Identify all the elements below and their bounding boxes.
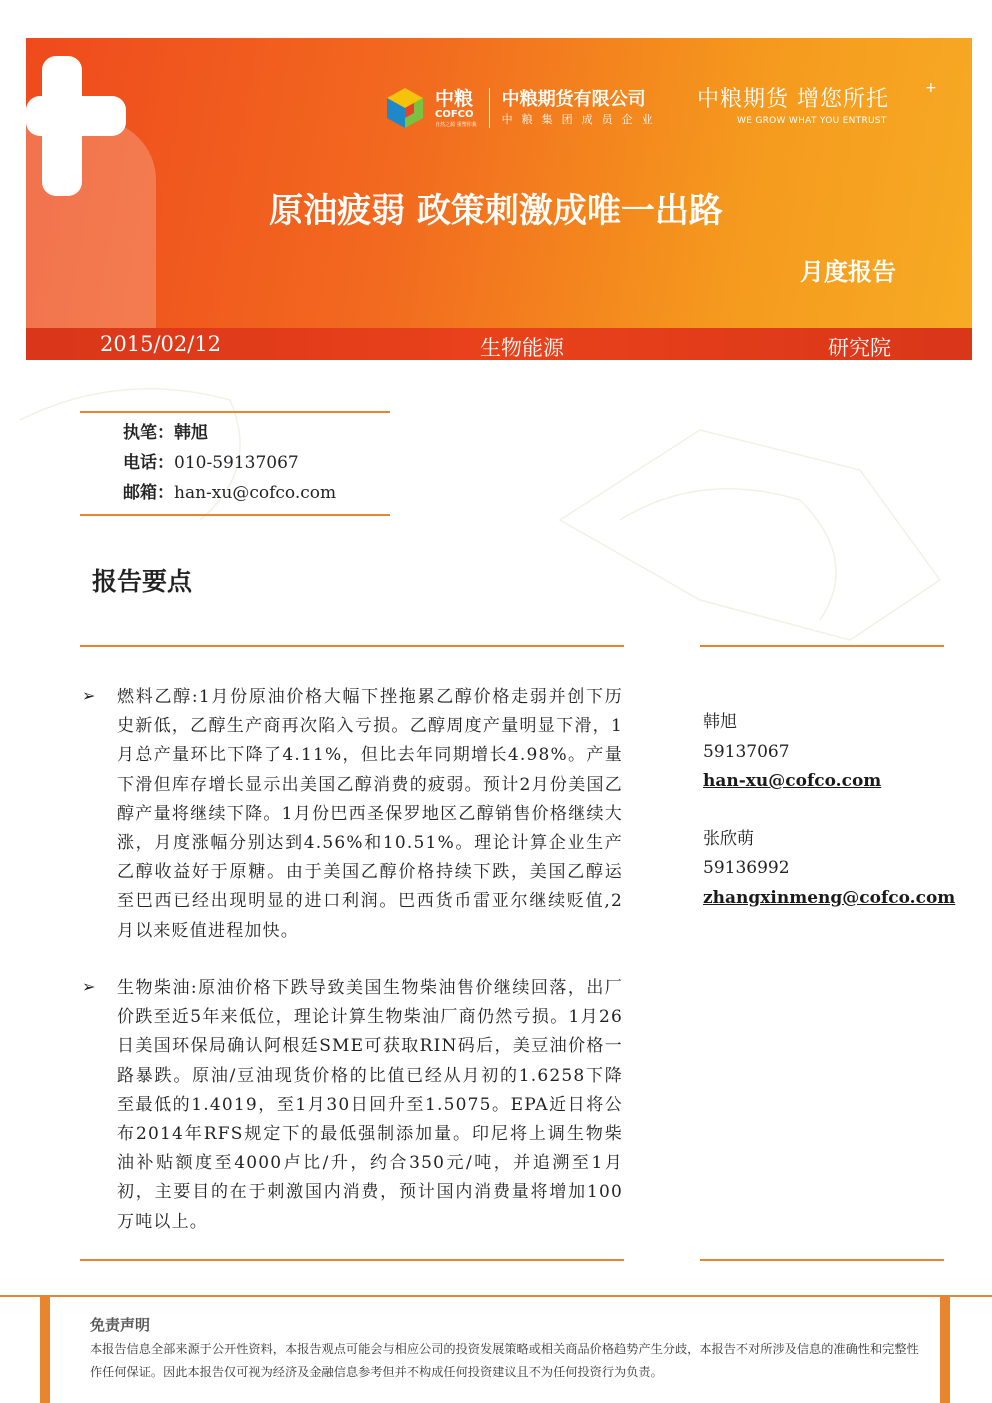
content-bottom-rule [80, 1259, 624, 1261]
sidebar-bottom-rule [700, 1259, 944, 1261]
report-category: 生物能源 [480, 336, 564, 360]
report-title: 原油疲弱 政策刺激成唯一出路 [269, 191, 723, 231]
bullet-arrow-icon: ➢ [82, 977, 96, 996]
slogan [697, 80, 937, 126]
author-bottom-rule [80, 514, 390, 516]
sidebar-top-rule [700, 645, 944, 647]
disclaimer-text: 本报告信息全部来源于公开性资料，本报告观点可能会与相应公司的投资发展策略或相关商品价格趋势产生分歧，本报告不对所涉及信息的准确性和完整性作任何保证。因此本报告仅可视为经济及金融信息参考但并不构成任何投资建议且不为任何投资行为负责。 [90, 1342, 919, 1379]
report-subtitle: 月度报告 [800, 257, 896, 286]
logo-cn-text: 中粮 [435, 87, 474, 110]
bullet-fuel-ethanol: 燃料乙醇:1月份原油价格大幅下挫拖累乙醇价格走弱并创下历史新低，乙醇生产商再次陷入亏损。乙醇周度产量明显下滑，1月总产量环比下降了4.11%，但比去年同期增长4.98%。产量下滑但库存增长显示出美国乙醇消费的疲弱。预计2月份美国乙醇产量将继续下降。1月份巴西圣保罗地区乙醇销售价格继续大涨，月度涨幅分别达到4.56%和10.51%。理论计算企业生产乙醇收益好于原糖。由于美国乙醇价格持续下跌，美国乙醇运至巴西已经出现明显的进口利润。巴西货币雷亚尔继续贬值,2月以来贬值进程加快。 [117, 687, 623, 941]
plus-logo-horizontal [26, 96, 126, 136]
company-name: 中粮期货有限公司 [501, 89, 646, 110]
writer-email: han-xu@cofco.com [174, 483, 337, 503]
disclaimer-title: 免责声明 [90, 1316, 151, 1334]
content-top-rule [80, 645, 624, 647]
phone-label: 电话： [123, 453, 174, 473]
footer-left-post [40, 1295, 50, 1403]
contact-name: 张欣萌 [703, 828, 754, 849]
section-title: 报告要点 [92, 567, 193, 596]
writer-name: 韩旭 [174, 423, 208, 443]
contact-email-link[interactable]: han-xu@cofco.com [703, 771, 882, 791]
cofco-cube-icon [383, 86, 427, 130]
report-date: 2015/02/12 [100, 332, 222, 356]
footer-right-post [940, 1295, 950, 1403]
email-label: 邮箱： [123, 483, 174, 503]
contact-phone: 59137067 [703, 741, 790, 762]
bullet-arrow-icon: ➢ [82, 686, 96, 705]
company-sub: 中粮集团成员企业 [501, 113, 662, 126]
slogan-en: WE GROW WHAT YOU ENTRUST [737, 116, 887, 126]
logo-en-text: COFCO [435, 108, 474, 120]
writer-label: 执笔： [123, 423, 174, 443]
contact-email-link[interactable]: zhangxinmeng@cofco.com [703, 887, 956, 908]
bullet-biodiesel: 生物柴油:原油价格下跌导致美国生物柴油售价继续回落，出厂价跌至近5年来低位，理论计算生物柴油厂商仍然亏损。1月26日美国环保局确认阿根廷SME可获取RIN码后，美豆油价格一路暴跌。原油/豆油现货价格的比值已经从月初的1.6258下降至最低的1.4019，至1月30日回升至1.5075。EPA近日将公布2014年RFS规定下的最低强制添加量。印尼将上调生物柴油补贴额度至4000卢比/升，约合350元/吨，并追溯至1月初，主要目的在于刺激国内消费，预计国内消费量将增加100万吨以上。 [117, 978, 623, 1232]
logo-divider [489, 88, 490, 128]
contact-phone: 59136992 [703, 858, 790, 878]
contact-name: 韩旭 [703, 712, 737, 732]
cofco-logo [383, 84, 662, 132]
author-info [123, 418, 336, 508]
logo-tagline: 自然之源 重塑你我 [435, 121, 477, 128]
report-department: 研究院 [828, 336, 891, 360]
contacts-sidebar [703, 708, 955, 913]
footer-rule [0, 1295, 992, 1297]
author-top-rule [80, 411, 390, 413]
slogan-cn: 中粮期货 增您所托 [697, 87, 889, 112]
writer-phone: 010-59137067 [174, 453, 299, 473]
plus-star-icon: + [925, 80, 937, 96]
